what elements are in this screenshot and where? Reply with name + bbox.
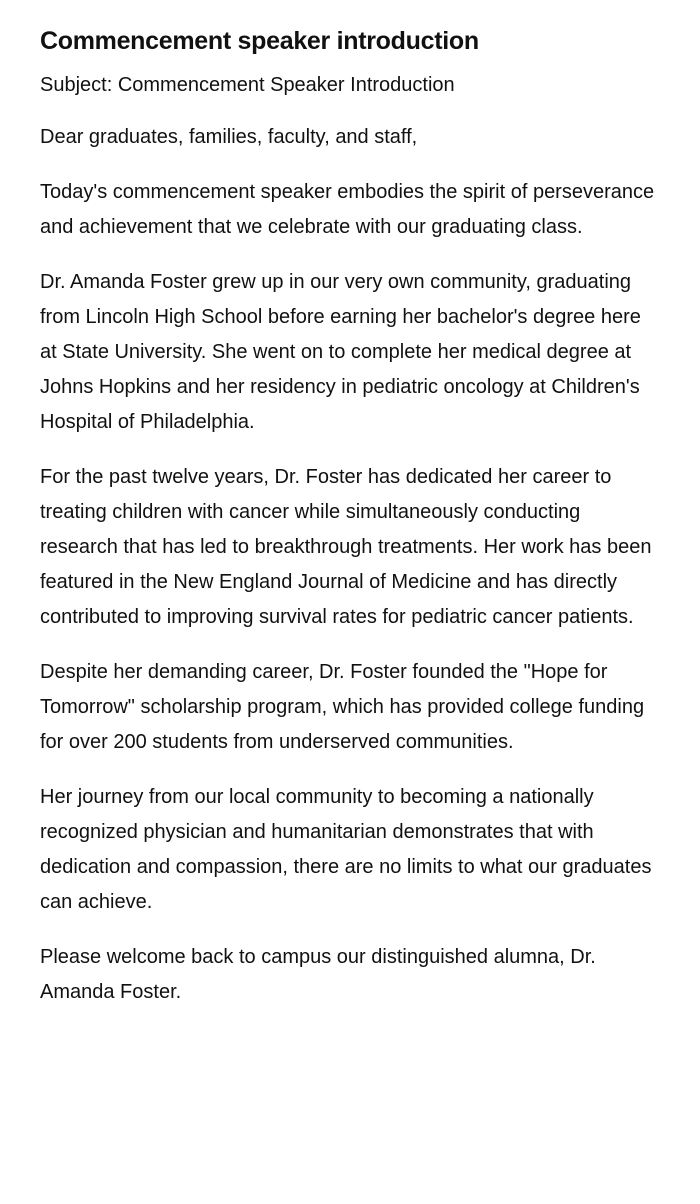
paragraph-background: Dr. Amanda Foster grew up in our very own community, graduating from Lincoln High School before earning her bachelor's degree here at State University. She went on to complete her medical degree at Johns Hopkins and her residency in pediatric oncology at Children's Hospital of Philadelphia. xyxy=(40,271,641,433)
paragraph-scholarship: Despite her demanding career, Dr. Foster founded the "Hope for Tomorrow" scholarship program, which has provided college funding for over 200 students from underserved communities. xyxy=(40,661,645,753)
paragraph-career: For the past twelve years, Dr. Foster has dedicated her career to treating children with cancer while simultaneously conducting research that has led to breakthrough treatments. Her work has been featured in the New England Journal of Medicine and has directly contributed to improving survival rates for pediatric cancer patients. xyxy=(40,466,652,628)
greeting: Dear graduates, families, faculty, and staff, xyxy=(40,126,418,148)
subject-line: Subject: Commencement Speaker Introduction xyxy=(40,74,455,96)
paragraph-welcome: Please welcome back to campus our distinguished alumna, Dr. Amanda Foster. xyxy=(40,946,596,1003)
paragraph-journey: Her journey from our local community to becoming a nationally recognized physician and humanitarian demonstrates that with dedication and compassion, there are no limits to what our graduates can achieve. xyxy=(40,786,652,913)
document-title: Commencement speaker introduction xyxy=(40,27,479,55)
paragraph-intro: Today's commencement speaker embodies the spirit of perseverance and achievement that we celebrate with our graduating class. xyxy=(40,181,655,238)
